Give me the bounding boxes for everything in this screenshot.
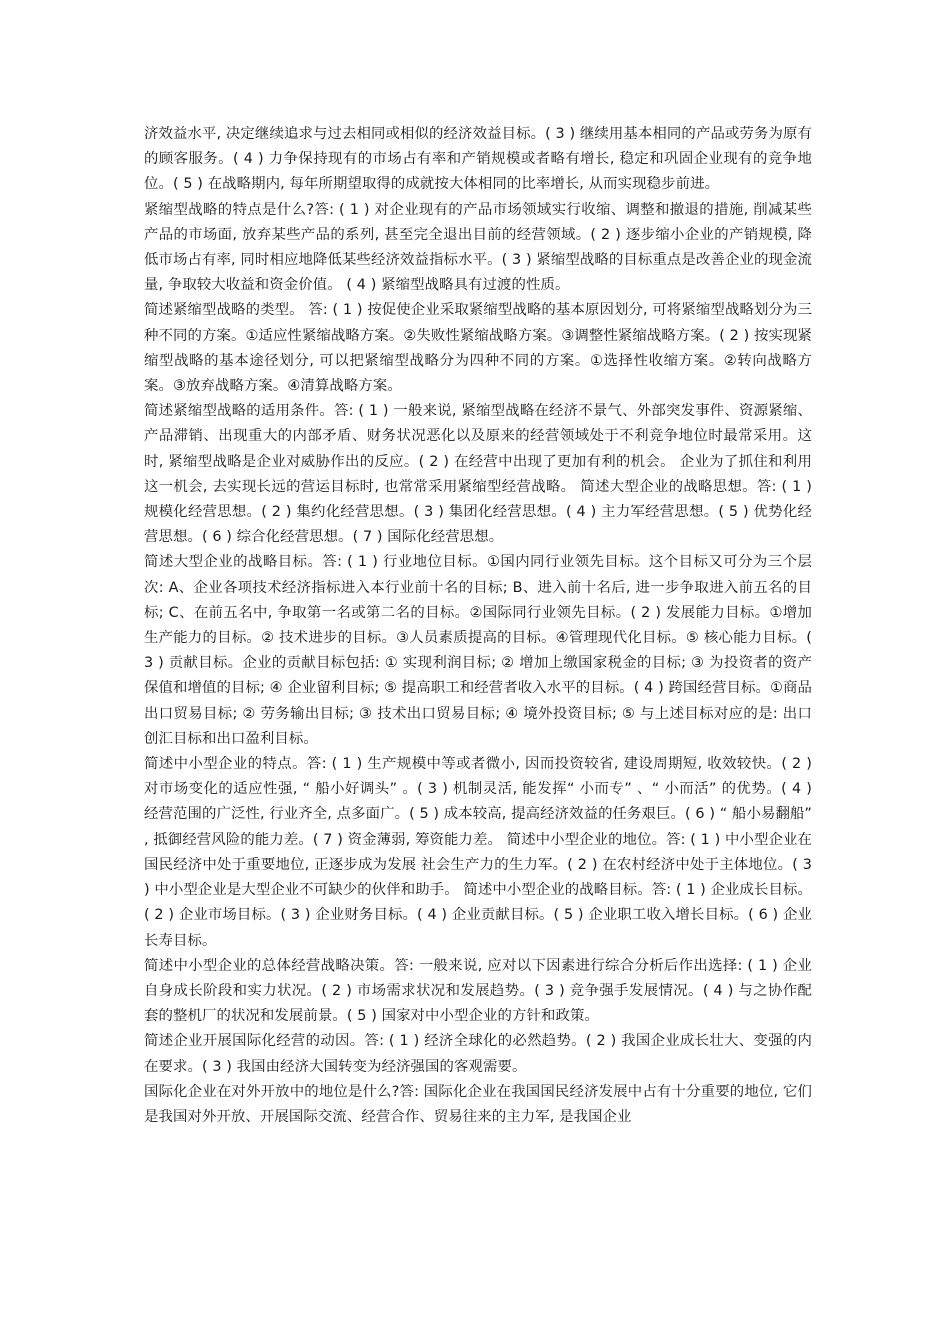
paragraph-international-enterprise-status: 国际化企业在对外开放中的地位是什么?答: 国际化企业在我国国民经济发展中占有十分重要的地位, 它们是我国对外开放、开展国际交流、经营合作、贸易往来的主力军, 是我国企业 (144, 1083, 812, 1125)
paragraph-retrenchment-types: 简述紧缩型战略的类型。 答: ( 1 ) 按促使企业采取紧缩型战略的基本原因划分, 可将紧缩型战略划分为三种不同的方案。①适应性紧缩战略方案。②失败性紧缩战略方案。③调整性紧缩战略方案。( 2 ) 按实现紧缩型战略的基本途径划分, 可以把紧缩型战略分为四种不同的方案。①选择性收缩方案。②转向战略方案。③放弃战略方案。④清算战略方案。 (144, 302, 812, 395)
paragraph-internationalization-motives: 简述企业开展国际化经营的动因。答: ( 1 ) 经济全球化的必然趋势。( 2 ) 我国企业成长壮大、变强的内在要求。( 3 ) 我国由经济大国转变为经济强国的客观需要。 (144, 1033, 812, 1075)
document-body (144, 122, 812, 1130)
paragraph-retrenchment-features: 紧缩型战略的特点是什么?答: ( 1 ) 对企业现有的产品市场领域实行收缩、调整和撤退的措施, 削减某些产品的市场面, 放弃某些产品的系列, 甚至完全退出目前的经营领域。( 2 ) 逐步缩小企业的产销规模, 降低市场占有率, 同时相应地降低某些经济效益指标水平。( 3 ) 紧缩型战略的目标重点是改善企业的现金流量, 争取较大收益和资金价值。 ( 4 ) 紧缩型战略具有过渡的性质。 (144, 201, 812, 294)
paragraph-stable-strategy-continuation: 济效益水平, 决定继续追求与过去相同或相似的经济效益目标。( 3 ) 继续用基本相同的产品或劳务为原有的顾客服务。( 4 ) 力争保持现有的市场占有率和产销规模或者略有增长, 稳定和巩固企业现有的竞争地位。( 5 ) 在战略期内, 每年所期望取得的成就按大体相同的比率增长, 从而实现稳步前进。 (144, 126, 812, 193)
paragraph-large-enterprise-goals: 简述大型企业的战略目标。答: ( 1 ) 行业地位目标。①国内同行业领先目标。这个目标又可分为三个层次: A、企业各项技术经济指标进入本行业前十名的目标; B、进入前十名后, 进一步争取进入前五名的目标; C、在前五名中, 争取第一名或第二名的目标。②国际同行业领先目标。( 2 ) 发展能力目标。①增加生产能力的目标。② 技术进步的目标。③人员素质提高的目标。④管理现代化目标。⑤ 核心能力目标。( 3 ) 贡献目标。企业的贡献目标包括: ① 实现利润目标; ② 增加上缴国家税金的目标; ③ 为投资者的资产保值和增值的目标; ④ 企业留利目标; ⑤ 提高职工和经营者收入水平的目标。( 4 ) 跨国经营目标。①商品出口贸易目标; ② 劳务输出目标; ③ 技术出口贸易目标; ④ 境外投资目标; ⑤ 与上述目标对应的是: 出口创汇目标和出口盈利目标。 (144, 554, 812, 747)
paragraph-retrenchment-conditions: 简述紧缩型战略的适用条件。答: ( 1 ) 一般来说, 紧缩型战略在经济不景气、外部突发事件、资源紧缩、产品滞销、出现重大的内部矛盾、财务状况恶化以及原来的经营领域处于不利竞争地位时最常采用。这时, 紧缩型战略是企业对威胁作出的反应。( 2 ) 在经营中出现了更加有利的机会。 企业为了抓住和利用这一机会, 去实现长远的营运目标时, 也常常采用紧缩型经营战略。 简述大型企业的战略思想。答: ( 1 ) 规模化经营思想。( 2 ) 集约化经营思想。( 3 ) 集团化经营思想。( 4 ) 主力军经营思想。( 5 ) 优势化经营思想。( 6 ) 综合化经营思想。( 7 ) 国际化经营思想。 (144, 403, 812, 546)
paragraph-sme-decision: 简述中小型企业的总体经营战略决策。答: 一般来说, 应对以下因素进行综合分析后作出选择: ( 1 ) 企业自身成长阶段和实力状况。( 2 ) 市场需求状况和发展趋势。( 3 ) 竞争强手发展情况。( 4 ) 与之协作配套的整机厂的状况和发展前景。( 5 ) 国家对中小型企业的方针和政策。 (144, 957, 812, 1025)
paragraph-sme-features: 简述中小型企业的特点。答: ( 1 ) 生产规模中等或者微小, 因而投资较省, 建设周期短, 收效较快。( 2 ) 对市场变化的适应性强, “ 船小好调头” 。( 3 ) 机制灵活, 能发挥“ 小而专” 、“ 小而活” 的优势。( 4 ) 经营范围的广泛性, 行业齐全, 点多面广。( 5 ) 成本较高, 提高经济效益的任务艰巨。( 6 ) “ 船小易翻船” , 抵御经营风险的能力差。( 7 ) 资金薄弱, 筹资能力差。 简述中小型企业的地位。答: ( 1 ) 中小型企业在国民经济中处于重要地位, 正逐步成为发展 社会生产力的生力军。( 2 ) 在农村经济中处于主体地位。( 3 ) 中小型企业是大型企业不可缺少的伙伴和助手。 简述中小型企业的战略目标。答: ( 1 ) 企业成长目标。( 2 ) 企业市场目标。( 3 ) 企业财务目标。( 4 ) 企业贡献目标。( 5 ) 企业职工收入增长目标。( 6 ) 企业长寿目标。 (144, 756, 813, 949)
